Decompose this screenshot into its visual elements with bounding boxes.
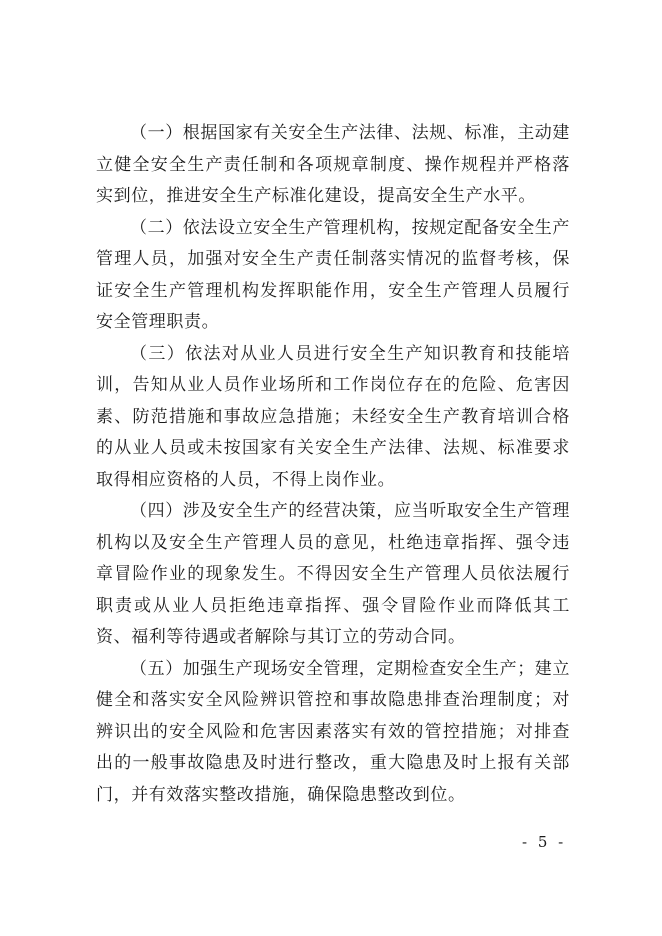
paragraph-4: （四）涉及安全生产的经营决策，应当听取安全生产管理机构以及安全生产管理人员的意见，杜绝违章指挥、强令违章冒险作业的现象发生。不得因安全生产管理人员依法履行职责或从业人员拒绝违章指挥、强令冒险作业而降低其工资、福利等待遇或者解除与其订立的劳动合同。: [96, 501, 570, 647]
paragraph-5: （五）加强生产现场安全管理，定期检查安全生产；建立健全和落实安全风险辨识管控和事故隐患排查治理制度；对辨识出的安全风险和危害因素落实有效的管控措施；对排查出的一般事故隐患及时进行整改，重大隐患及时上报有关部门，并有效落实整改措施，确保隐患整改到位。: [96, 658, 570, 805]
page-number: - 5 -: [522, 833, 567, 851]
paragraph-3: （三）依法对从业人员进行安全生产知识教育和技能培训，告知从业人员作业场所和工作岗位存在的危险、危害因素、防范措施和事故应急措施；未经安全生产教育培训合格的从业人员或未按国家有关安全生产法律、法规、标准要求取得相应资格的人员，不得上岗作业。: [96, 343, 570, 490]
paragraph-1: （一）根据国家有关安全生产法律、法规、标准，主动建立健全安全生产责任制和各项规章制度、操作规程并严格落实到位，推进安全生产标准化建设，提高安全生产水平。: [96, 123, 570, 206]
document-body: [96, 118, 570, 811]
paragraph-2: （二）依法设立安全生产管理机构，按规定配备安全生产管理人员，加强对安全生产责任制落实情况的监督考核，保证安全生产管理机构发挥职能作用，安全生产管理人员履行安全管理职责。: [96, 217, 570, 332]
